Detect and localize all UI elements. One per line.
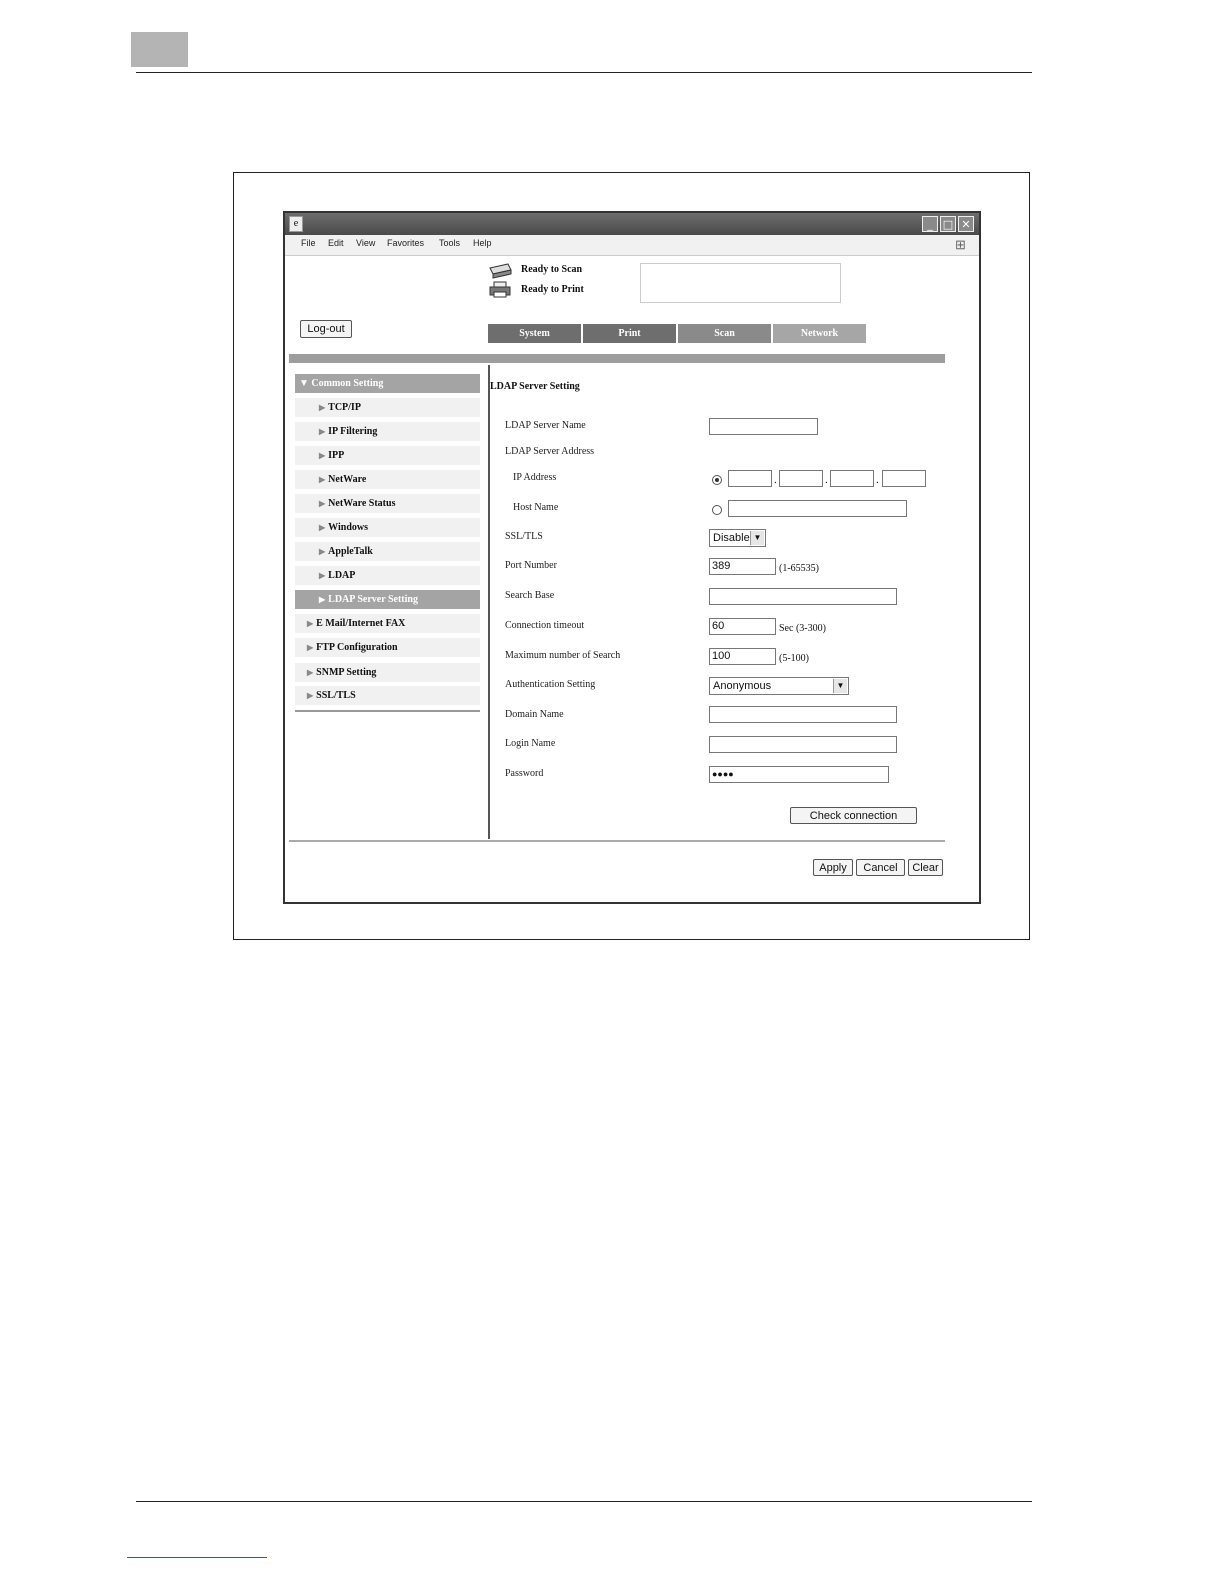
triangle-right-icon: ▶ [307,668,314,677]
host-name-radio[interactable] [712,505,722,515]
page-title: LDAP Server Setting [490,381,580,392]
triangle-right-icon: ▶ [319,547,326,556]
check-connection-button[interactable]: Check connection [790,807,917,824]
sidebar-item-ldap[interactable] [295,566,480,585]
sidebar-item-label: NetWare [328,474,367,485]
triangle-right-icon: ▶ [319,499,326,508]
header-rule [136,72,1032,73]
chevron-down-icon: ▼ [833,679,847,693]
menu-file[interactable]: File [301,238,316,248]
server-name-field[interactable] [709,418,818,435]
triangle-right-icon: ▶ [319,451,326,460]
logout-button[interactable]: Log-out [300,320,352,338]
menu-bar [285,235,979,256]
menu-help[interactable]: Help [473,238,492,248]
page-number-tab [131,32,188,67]
max-search-range-hint: (5-100) [779,653,809,664]
sidebar-item-label: Windows [328,522,368,533]
section-divider-bar [289,354,945,363]
sidebar-group-ftp[interactable] [295,638,480,657]
label-login-name: Login Name [505,738,556,749]
close-button[interactable]: ✕ [958,216,974,232]
label-password: Password [505,768,544,779]
message-box [640,263,841,303]
tab-network[interactable]: Network [773,324,866,343]
label-ssl-tls: SSL/TLS [505,531,543,542]
ip-octet-4[interactable] [882,470,926,487]
sidebar-item-ipp[interactable] [295,446,480,465]
sidebar-group-email-fax[interactable] [295,614,480,633]
tab-print[interactable]: Print [583,324,676,343]
browser-window [283,211,981,904]
sidebar-item-label: LDAP [328,570,356,581]
printer-icon [488,281,512,298]
sidebar-item-ldap-server-setting[interactable] [295,590,480,609]
sidebar-item-ip-filtering[interactable] [295,422,480,441]
footer-rule [136,1501,1032,1502]
label-auth-setting: Authentication Setting [505,679,596,690]
label-ip-address: IP Address [513,472,557,483]
sidebar-group-snmp[interactable] [295,663,480,682]
menu-edit[interactable]: Edit [328,238,344,248]
triangle-right-icon: ▶ [319,571,326,580]
sidebar-item-label: NetWare Status [328,498,396,509]
password-field[interactable]: ●●●● [709,766,889,783]
label-server-name: LDAP Server Name [505,420,586,431]
auth-setting-value: Anonymous [713,680,772,692]
timeout-range-hint: Sec (3-300) [779,623,826,634]
sidebar-group-label: FTP Configuration [316,642,398,653]
menu-tools[interactable]: Tools [439,238,461,248]
ip-dot: . [876,474,879,486]
sidebar-header-common-setting[interactable]: ▼ Common Setting [295,374,480,393]
sidebar-item-label: LDAP Server Setting [328,594,418,605]
port-number-field[interactable]: 389 [709,558,776,575]
sidebar-item-label: AppleTalk [328,546,373,557]
cancel-button[interactable]: Cancel [856,859,905,876]
sidebar-header-label: Common Setting [311,378,384,389]
ip-address-radio[interactable] [712,475,722,485]
clear-button[interactable]: Clear [908,859,943,876]
sidebar-group-ssl-tls[interactable] [295,686,480,705]
ip-octet-2[interactable] [779,470,823,487]
ip-octet-3[interactable] [830,470,874,487]
title-bar [285,213,979,235]
tab-system[interactable]: System [488,324,581,343]
connection-timeout-field[interactable]: 60 [709,618,776,635]
ip-octet-1[interactable] [728,470,772,487]
triangle-right-icon: ▶ [307,643,314,652]
minimize-button[interactable]: _ [922,216,938,232]
ip-dot: . [774,474,777,486]
search-base-field[interactable] [709,588,897,605]
sidebar-item-netware[interactable] [295,470,480,489]
auth-setting-select[interactable] [709,677,849,695]
sidebar-item-netware-status[interactable] [295,494,480,513]
sidebar-item-tcpip[interactable] [295,398,480,417]
ssl-tls-select[interactable] [709,529,766,547]
sidebar-divider [488,365,490,839]
label-connection-timeout: Connection timeout [505,620,585,631]
sidebar-item-label: TCP/IP [328,402,361,413]
tab-scan[interactable]: Scan [678,324,771,343]
ip-dot: . [825,474,828,486]
scanner-icon [488,262,512,279]
triangle-right-icon: ▶ [319,475,326,484]
print-status: Ready to Print [521,284,584,295]
label-port-number: Port Number [505,560,557,571]
host-name-field[interactable] [728,500,907,517]
label-host-name: Host Name [513,502,559,513]
footer-link-line [127,1557,267,1558]
menu-view[interactable]: View [356,238,376,248]
label-server-address: LDAP Server Address [505,446,595,457]
sidebar-item-windows[interactable] [295,518,480,537]
triangle-right-icon: ▶ [319,427,326,436]
triangle-right-icon: ▶ [319,595,326,604]
sidebar-group-label: E Mail/Internet FAX [316,618,406,629]
windows-logo-icon: ⊞ [955,237,966,252]
label-domain-name: Domain Name [505,709,564,720]
login-name-field[interactable] [709,736,897,753]
ie-page-icon: e [289,216,303,232]
triangle-right-icon: ▶ [319,523,326,532]
scan-status: Ready to Scan [521,264,583,275]
domain-name-field[interactable] [709,706,897,723]
ssl-tls-value: Disable [713,532,750,544]
label-search-base: Search Base [505,590,555,601]
triangle-right-icon: ▶ [307,619,314,628]
sidebar-group-label: SNMP Setting [316,667,377,678]
sidebar-item-label: IPP [328,450,345,461]
triangle-right-icon: ▶ [319,403,326,412]
max-search-field[interactable]: 100 [709,648,776,665]
port-range-hint: (1-65535) [779,563,819,574]
apply-button[interactable]: Apply [813,859,853,876]
chevron-down-icon: ▼ [750,531,764,545]
maximize-button[interactable]: □ [940,216,956,232]
sidebar-item-label: IP Filtering [328,426,378,437]
sidebar-item-appletalk[interactable] [295,542,480,561]
label-max-search: Maximum number of Search [505,650,621,661]
menu-favorites[interactable]: Favorites [387,238,425,248]
sidebar-bottom-rule [295,710,480,712]
footer-divider [289,840,945,842]
triangle-right-icon: ▶ [307,691,314,700]
sidebar-group-label: SSL/TLS [316,690,356,701]
